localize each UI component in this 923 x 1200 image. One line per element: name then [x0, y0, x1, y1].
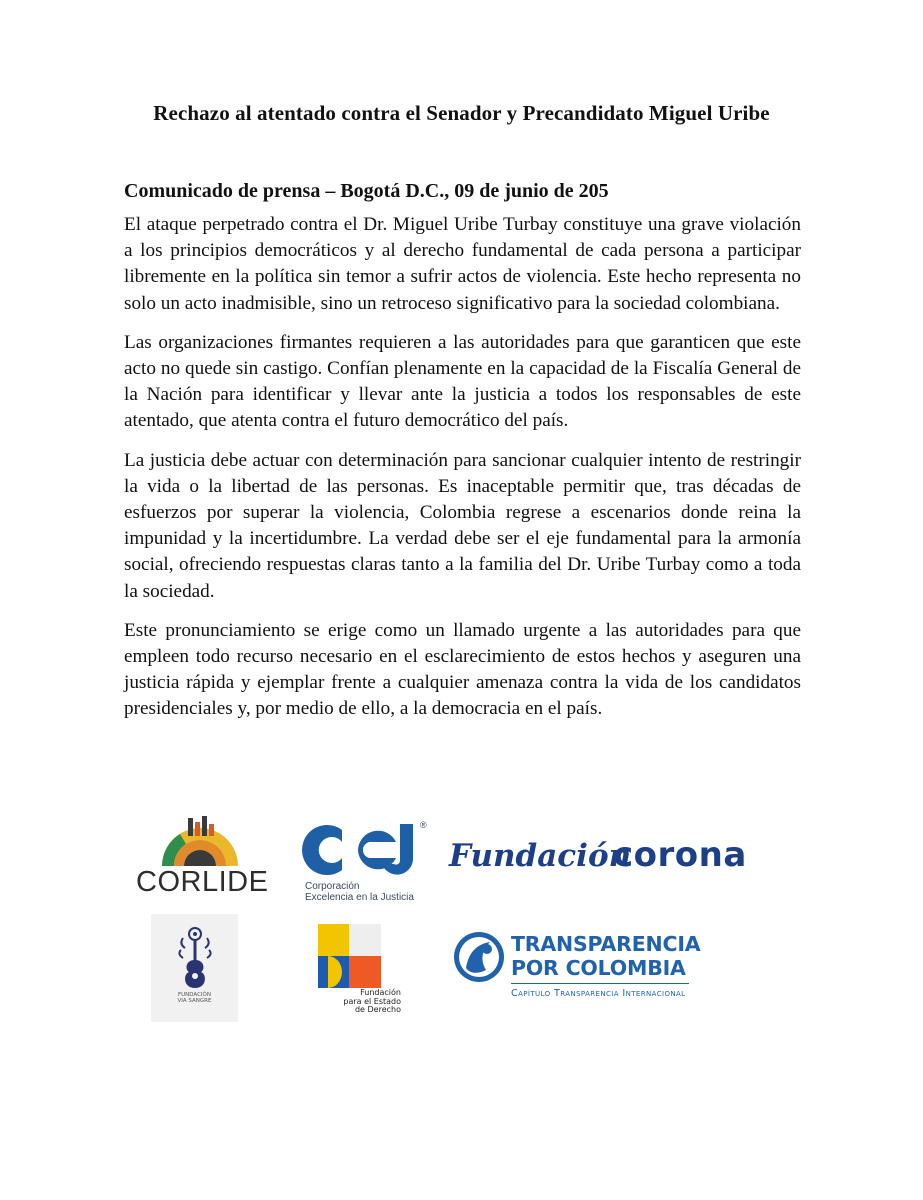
transparencia-subtitle: Capítulo Transparencia Internacional	[511, 988, 686, 999]
cej-registered-mark: ®	[420, 820, 427, 830]
transparencia-divider	[511, 983, 689, 984]
cej-mark-icon	[300, 820, 440, 880]
vida-sin-sangre-text	[151, 992, 238, 1004]
guitar-flower-icon	[175, 926, 215, 990]
vida-sin-sangre-line-2: VIA SANGRE	[177, 998, 212, 1004]
transparencia-globe-icon	[452, 930, 506, 984]
paragraph-4: Este pronunciamiento se erige como un llamado urgente a las autoridades para que empleen todo recurso necesario en el esclarecimiento de estos hechos y aseguren una justicia rápida y ejemplar frente a cualquier amenaza contra la vida de los candidatos presidenciales y, por medio de ello, a la democracia en el país.	[124, 619, 801, 720]
document-body	[124, 212, 801, 736]
transparencia-line-1: TRANSPARENCIA	[511, 932, 701, 956]
press-release-subtitle: Comunicado de prensa – Bogotá D.C., 09 de junio de 205	[124, 180, 609, 202]
transparencia-line-2: POR COLOMBIA	[511, 956, 686, 980]
corona-script-word: Fundación	[449, 838, 632, 874]
cej-line-1: Corporación	[305, 881, 360, 892]
corlide-emblem-icon	[158, 814, 242, 868]
fed-line-2: para el Estado	[343, 996, 401, 1006]
fed-line-3: de Derecho	[354, 1005, 401, 1015]
corlide-wordmark: CORLIDE	[136, 866, 269, 898]
fed-text	[313, 989, 401, 1015]
paragraph-3: La justicia debe actuar con determinación para sancionar cualquier intento de restringir la vida o la libertad de las personas. Es inaceptable permitir que, tras décadas de esfuerzos por superar la violencia, Colombia regrese a escenarios donde reina la impunidad y la incertidumbre. La verdad debe ser el eje fundamental para la armonía social, ofreciendo respuestas claras tanto a la familia del Dr. Uribe Turbay como a toda la sociedad.	[124, 449, 801, 602]
fed-blocks-icon	[318, 924, 381, 988]
fed-line-1: Fundación	[360, 988, 401, 997]
paragraph-1: El ataque perpetrado contra el Dr. Miguel Uribe Turbay constituye una grave violación a los principios democráticos y al derecho fundamental de cada persona a participar libremente en la política sin temor a sufrir actos de violencia. Este hecho representa no solo un acto inadmisible, sino un retroceso significativo para la sociedad colombiana.	[124, 214, 801, 314]
document-title: Rechazo al atentado contra el Senador y Precandidato Miguel Uribe	[153, 101, 770, 125]
corona-wordmark: corona	[613, 835, 747, 875]
cej-line-2: Excelencia en la Justicia	[305, 892, 414, 903]
paragraph-2: Las organizaciones firmantes requieren a las autoridades para que garanticen que este acto no quede sin castigo. Confían plenamente en la capacidad de la Fiscalía General de la Nación para identificar y llevar ante la justicia a todos los responsables de este atentado, que atenta contra el futuro democrático del país.	[124, 331, 801, 432]
vida-sin-sangre-line-1: FUNDACIÓN	[177, 992, 211, 998]
